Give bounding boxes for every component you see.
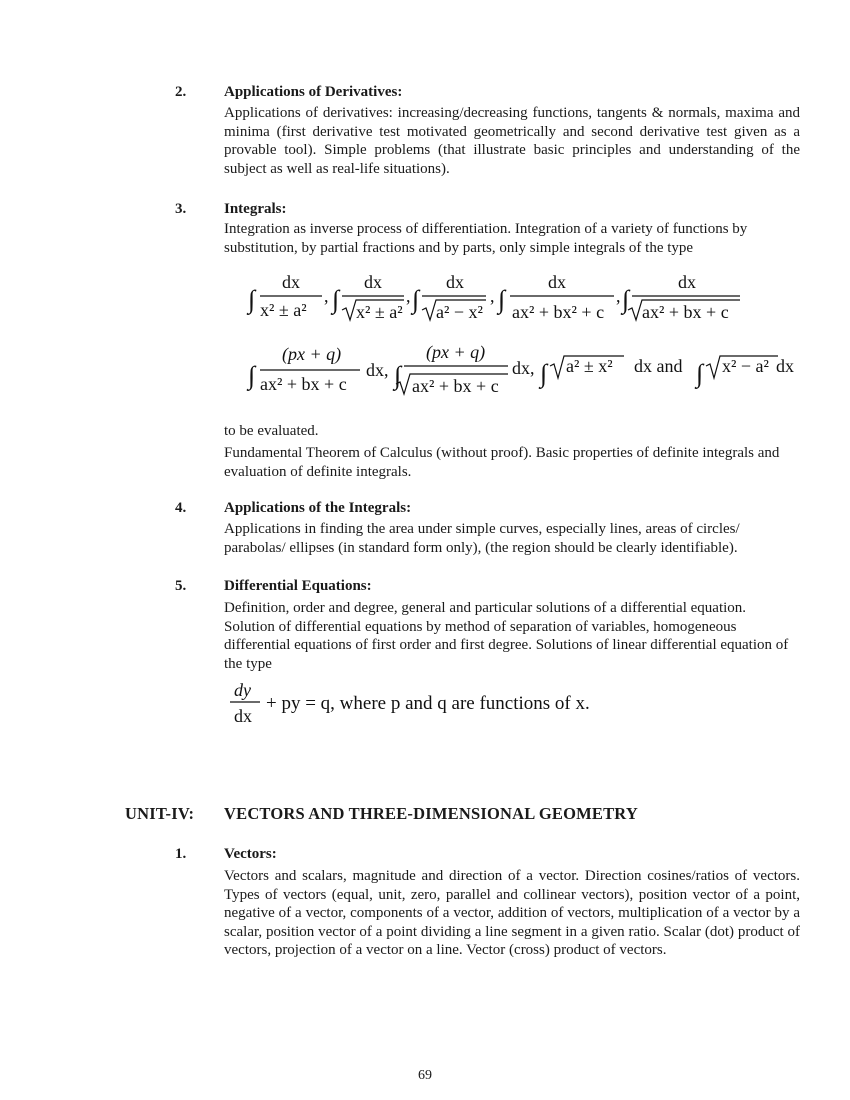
integral-formulas xyxy=(246,266,806,406)
integral-sign: ∫ xyxy=(622,285,630,314)
page-number: 69 xyxy=(418,1068,432,1083)
numerator: dx xyxy=(548,272,566,292)
numerator: dy xyxy=(234,680,251,700)
integral-sign: ∫ xyxy=(248,285,256,314)
section-number: 4. xyxy=(175,500,187,516)
denominator: a² − x² xyxy=(436,302,483,322)
numerator: dx xyxy=(678,272,696,292)
unit-label: UNIT-IV: xyxy=(125,804,195,823)
denominator: x² ± a² xyxy=(260,300,307,320)
section-heading: Differential Equations: xyxy=(224,578,372,594)
formula-text: dx and xyxy=(634,356,683,376)
section-number: 1. xyxy=(175,846,187,862)
formula-text: dx xyxy=(776,356,794,376)
integral-sign: ∫ xyxy=(696,359,704,388)
formula-text: dx, xyxy=(512,358,535,378)
section-heading: Applications of the Integrals: xyxy=(224,500,412,516)
svg-text:,: , xyxy=(324,286,329,306)
section-text: Vectors and scalars, magnitude and direction of a vector. Direction cosines/ratios of vectors. Types of vectors (equal, unit, zero, parallel and collinear vectors), position vector of a point, negative of a vector, components of a vector, addition of vectors, multiplication of a vector by a scalar, position vector of a point dividing a line segment in a given ratio. Scalar (dot) product of vectors, projection of a vector on a line. Vector (cross) product of vectors. xyxy=(224,868,800,958)
denominator: ax² + bx + c xyxy=(642,302,729,322)
numerator: dx xyxy=(364,272,382,292)
denominator: x² ± a² xyxy=(356,302,403,322)
formula-row-1 xyxy=(246,272,740,322)
svg-text:dx,: dx, xyxy=(366,360,389,380)
formula-row-2 xyxy=(246,342,794,396)
section-text: Definition, order and degree, general and particular solutions of a differential equation. Solution of differential equations by method of separation of variables, homogeneous differential equations of first order and first degree. Solutions of linear differential equation of the type xyxy=(224,600,789,672)
section-heading: Vectors: xyxy=(224,846,277,862)
integral-sign: ∫ xyxy=(394,361,402,390)
denominator: ax² + bx + c xyxy=(412,376,499,396)
denominator: ax² + bx + c xyxy=(260,374,347,394)
section-text: Applications in finding the area under simple curves, especially lines, areas of circles/ parabolas/ ellipses (in standard form only), (the region should be clearly identifiable). xyxy=(224,521,740,556)
svg-text:,: , xyxy=(616,286,621,306)
section-text: Applications of derivatives: increasing/decreasing functions, tangents & normals, maxima and minima (first derivative test motivated geometrically and second derivative test given as a provable tool). Simple problems (that illustrate basic principles and understanding of the subject as well as real-life situations). xyxy=(224,105,800,177)
section-text: Integration as inverse process of differentiation. Integration of a variety of functions by substitution, by partial fractions and by parts, only simple integrals of the type xyxy=(224,221,748,256)
svg-text:,: , xyxy=(406,286,411,306)
denominator: dx xyxy=(234,706,252,726)
section-number: 2. xyxy=(175,84,187,100)
unit-heading xyxy=(125,804,638,824)
numerator: dx xyxy=(282,272,300,292)
integral-sign: ∫ xyxy=(498,285,506,314)
svg-text:,: , xyxy=(490,286,495,306)
differential-equation-formula xyxy=(226,678,646,728)
denominator: ax² + bx² + c xyxy=(512,302,605,322)
integral-sign: ∫ xyxy=(540,359,548,388)
integral-sign: ∫ xyxy=(248,361,256,390)
numerator: dx xyxy=(446,272,464,292)
section-heading: Integrals: xyxy=(224,201,287,217)
formula-text: + py = q, where p and q are functions of x. xyxy=(266,693,590,714)
section-text: Fundamental Theorem of Calculus (without proof). Basic properties of definite integrals and evaluation of definite integrals. xyxy=(224,445,780,480)
numerator: (px + q) xyxy=(426,342,486,362)
section-heading: Applications of Derivatives: xyxy=(224,84,403,100)
section-number: 5. xyxy=(175,578,187,594)
unit-title: VECTORS AND THREE-DIMENSIONAL GEOMETRY xyxy=(224,804,638,823)
radicand: a² ± x² xyxy=(566,356,613,376)
radicand: x² − a² xyxy=(722,356,769,376)
section-number: 3. xyxy=(175,201,187,217)
section-text: to be evaluated. xyxy=(224,423,319,439)
integral-sign: ∫ xyxy=(412,285,420,314)
integral-sign: ∫ xyxy=(332,285,340,314)
numerator: (px + q) xyxy=(282,344,342,364)
